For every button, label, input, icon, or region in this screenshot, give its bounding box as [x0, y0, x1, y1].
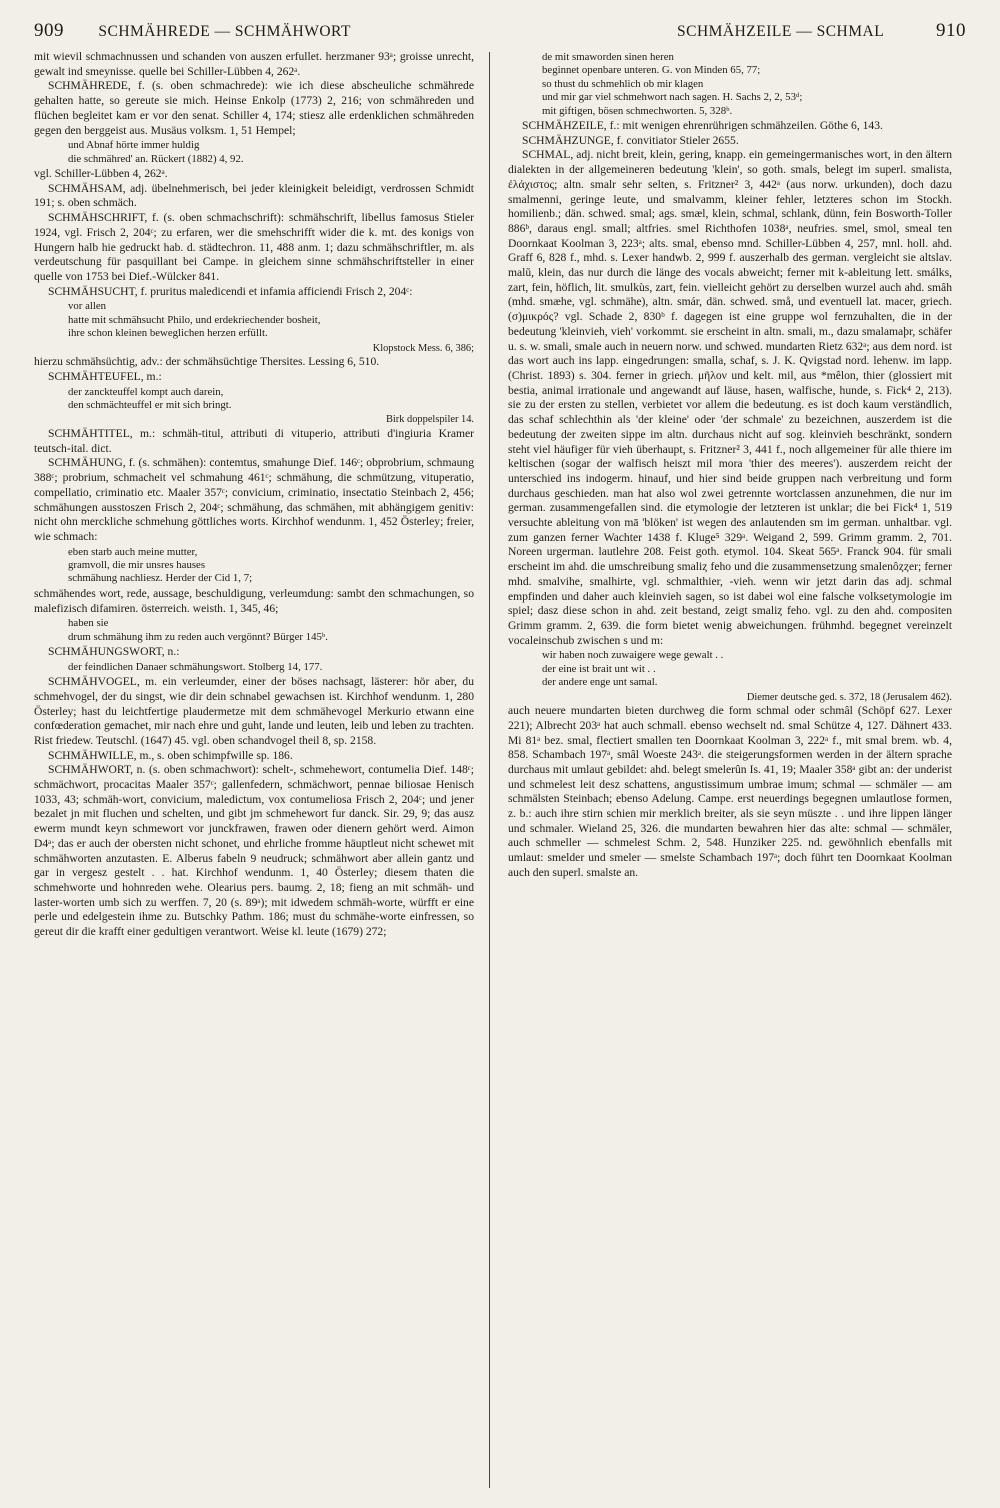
right-page-number: 910 [936, 20, 966, 41]
right-text-column [508, 50, 952, 1490]
quotation-source: Diemer deutsche ged. s. 372, 18 (Jerusalem 462). [746, 691, 952, 703]
verse-quotation: vor allen hatte mit schmähsucht Philo, und erdekriechender bosheit, ihre schon kleinen beweglichen herzen erfüllt. [68, 300, 321, 340]
verse-quotation: und Abnaf hörte immer huldig die schmähred' an. Rückert (1882) 4, 92. [68, 139, 244, 165]
dictionary-entry: SCHMÄHTITEL, m.: schmäh-titul, attributi di vituperio, attributi d'ingiuria Kramer teutsch-ital. dict. [34, 426, 474, 455]
dictionary-entry: SCHMÄHVOGEL, m. ein verleumder, einer der böses nachsagt, lästerer: hör aber, du schmehvogel, der du singst, wie dir dein schnabel gewachsen ist. Kirchhof wendunm. 1, 280 Österley; hast du leichtfertige plaudermetze mit dem schmähevogel Merkurio etwann eine confœderation gemachet, mir nach ehre und guht, lande und leuten, leib und leben zu trachten. Rist friedew. Teutschl. (1647) 45. vgl. oben schandvogel theil 8, sp. 2158. [34, 675, 474, 747]
dictionary-entry: SCHMÄHSUCHT, f. pruritus maledicendi et infamia afficiendi Frisch 2, 204ᶜ: [48, 284, 413, 298]
entry-continuation: schmähendes wort, rede, aussage, beschuldigung, verleumdung: sambt den schmachungen, so malefizisch difamiren. österreich. weisth. 1, 345, 46; [34, 586, 474, 615]
verse-quotation: de mit smaworden sinen heren beginnet openbare unteren. G. von Minden 65, 77; so thust du schmehlich ob mir klagen und mir gar viel schmehwort nach sagen. H. Sachs 2, 2, 53ᵈ; mit giftigen, bösen schmechworten. 5, 328ᵇ. [542, 51, 803, 117]
dictionary-entry: SCHMÄHZEILE, f.: mit wenigen ehrenrührigen schmähzeilen. Göthe 6, 143. [522, 119, 883, 133]
dictionary-entry: SCHMÄHUNG, f. (s. schmähen): contemtus, smahunge Dief. 146ᶜ; obprobrium, schmaung 388ᶜ; probrium, schmacheit vel schmahung 461ᶜ; schmähung, die schmützung, vituperatio, compellatio, criminatio etc. Maaler 357ᶜ; convicium, criminatio, insectatio Steinbach 2, 456; schmähungen ausstoszen Frisch 2, 204ᶜ; schmähung, das schmähen, mit abhängigem genitiv: nicht ohn merckliche schmehung göttliches worts. Kirchhof wendunm. 1, 452 Österley; freier, wie schmach: [34, 456, 474, 543]
dictionary-entry: SCHMÄHWORT, n. (s. oben schmachwort): schelt-, schmehewort, contumelia Dief. 148ᶜ; schmächwort, procacitas Maaler 357ᶜ; gallenfedern, schmächwort, pennae biliosae Henisch 1033, 43; schmäh-wort, convicium, maledictum, vox contumeliosa Frisch 2, 204ᶜ; und jener bezalet jn mit fluchen und schelten, und gibt jm schmehewort fur danck. Sir. 29, 9; das ausz ewerm mundt keyn schmewort vor junckfrawen, frawen oder dienern gehört werd. Aimon D4ᵃ; das er auch der obersten nicht schonet, und ehrliche fromme häuptleut nicht schewet mit schmähworten anzutasten. E. Alberus fabeln 9 neudruck; schmähwort aber allein gantz und gar in vergesz gestelt . . hat. Kirchhof wendunm. 1, 40 Österley; diesem thaten die schmehworte und hohnreden wehe. Olearius pers. baumg. 2, 18; fieng an mit schmäh- und laster-worten umb sich zu werffen. 7, 20 (s. 89ᵃ); mit idwedem schmäh-worte, würfft er eine perle und edelgestein ihme zu. Butschky Pathm. 186; must du schmähe-worte einfressen, so gereut dir die krafft einer gedultigen verantwort. Weise kl. leute (1679) 272; [34, 763, 474, 939]
entry-continuation: hierzu schmähsüchtig, adv.: der schmähsüchtige Thersites. Lessing 6, 510. [34, 355, 380, 369]
dictionary-entry: SCHMAL, adj. nicht breit, klein, gering, knapp. ein gemeingermanisches wort, in den ältern dialekten in der allgemeineren bedeutung 'klein', so goth. smals, belegt im superl. smalista, ἐλάχιστος; altn. smalr sehr selten, s. Fritzner² 3, 442ᵃ (aus norw. urkunden), doch dazu smalmenni, geringe leute, und smalvamm, kleiner fehler, letzteres schon im Stockh. homilienb.; dän. schwed. smal; ags. smæl, klein, schmal, schlank, dünn, fein Bosworth-Toller 886ᵇ, daraus engl. small; altfries. smel Richthofen 1038ᵃ, neufries. smel, smol, smeal ten Doornkaat Koolman 3, 223ᵃ; alts. smal, ebenso mnd. Schiller-Lübben 4, 257, mnl. holl. ahd. Graff 6, 828 f., mhd. s. Lexer handwb. 2, 999 f. auszerhalb des german. vergleicht sie altslav. malŭ, klein, das nur durch die länge des vocals abweicht; ferner mit k-ableitung lett. smálks, zart, fein, höflich, lit. smulkùs, zart, fein. vielleicht gehört zu derselben wurzel auch ahd. smâh (mhd. smæhe, vgl. schmähe), altn. smár, dän. schwed. små, und eventuell lat. macer, griech. (σ)μικρός? vgl. Schade 2, 830ᵇ f. dagegen ist eine gruppe wol fernzuhalten, die in der bedeutung 'kleinvieh, vieh' vorkommt. sie erscheint in altn. smali, m., dazu smalamaþr, schäfer u. s. w. smali, smale auch in neuern norw. und schwed. mundarten Rietz 632ᵃ; aus dem nord. ist das wort auch ins lapp. eingedrungen: smalla, schaf, s. J. K. Qvigstad nord. lehenw. im lapp. (Christ. 1893) s. 304. ferner in griech. μῆλον und kelt. mil, aus *mêlon, thier (glossiert mit bestia, animal irrationale und angewandt auf läuse, hasen, walfische, hunde, s. Fick⁴ 2, 213). sie zu der ersten zu stellen, verbietet vor allem die bedeutung. es ist doch kaum verständlich, das schaf schlechthin als 'der kleine' oder 'der schmale' zu bezeichnen, auszerdem ist die bedeutung der zweiten sippe im altn. durchaus nicht auf sog. kleinvieh beschränkt, sondern steht viel häufiger für vieh überhaupt, s. Fritzner² 3, 441 f., noch allgemeiner für alle thiere im keltischen (sogar der walfisch heiszt mil mora 'thier des meeres'). auszerdem reicht der unterschied ins indogerm. hinauf, und hier sind beide gruppen nach verbreitung und form durchaus geschieden. man hat also wol zwei getrennte wortclassen anzunehmen, die nur im german. zusammengefallen sind. die etymologie der letzteren ist unklar; die bei Fick⁴ 1, 519 versuchte ableitung von mā 'blöken' ist wegen des anlautenden sm im german. unhaltbar. vgl. zum ganzen ferner Wachter 1438 f. Kluge⁵ 329ᵃ. Weigand 2, 599. Grimm gramm. 2, 701. Noreen urgerman. lautlehre 208. Feist goth. etymol. 104. Skeat 565ᵃ. Franck 904. für smali erscheint im ahd. die umschreibung smaliȥ feho und die zusammensetzung smalenôȥȥer; ferner mhd. smalvihe, smalhirte, vgl. schmalthier, -vieh. wenn wir jetzt darin das adj. schmal empfinden und daher auch kleinvieh sagen, so ist dabei wol eine falsche volksetymologie im spiel; dasz diese schon in ahd. zeit bestand, zeigt smaliȥ fehо. vgl. zu den ahd. compositen Grimm gramm. 2, 639. die form bietet wenig abweichungen. frühmhd. begegnet vereinzelt vocaleinschub zwischen s und m: [508, 148, 952, 647]
dictionary-entry: SCHMÄHSAM, adj. übelnehmerisch, bei jeder kleinigkeit beleidigt, verdrossen Schmidt 191; s. oben schmäch. [34, 181, 474, 210]
entry-continuation: vgl. Schiller-Lübben 4, 262ᵃ. [34, 167, 168, 181]
dictionary-entry: SCHMÄHZUNGE, f. convitiator Stieler 2655. [522, 133, 739, 147]
right-page-header [677, 14, 966, 48]
entry-continuation: mit wievil schmachnussen und schanden von auszen erfullet. herzmaner 93ᵃ; groisse unrecht, gewalt ind smeynisse. quelle bei Schiller-Lübben 4, 262ᵃ. [34, 50, 474, 78]
verse-quotation: wir haben noch zuwaigere wege gewalt . . der eine ist brait unt wit . . der andere enge unt samal. [542, 649, 724, 689]
left-page-number: 909 [34, 20, 64, 41]
left-text-column [34, 50, 474, 1490]
left-page-header [34, 14, 351, 48]
dictionary-entry: SCHMÄHWILLE, m., s. oben schimpfwille sp. 186. [48, 748, 293, 762]
entry-continuation: auch neuere mundarten bieten durchweg die form schmal oder schmâl (Schöpf 627. Lexer 221); Albrecht 203ᵃ hat auch schmall. ebenso wechselt nd. smal Schütze 4, 127. Dähnert 433. Mi 81ᵃ bez. smal, flectiert smallen ten Doornkaat Koolman 3, 222ᵃ f., mit smal brem. wb. 4, 858. Schambach 197ᵃ, smâl Woeste 243ᵃ. die steigerungsformen werden in der ältern sprache durchaus mit umlaut gebildet: ahd. belegt smelerûn Is. 41, 19; Maaler 358ᵃ gibt an: der underist und schmelest leit desz schattens, angustissimum umbrae imum; schmal — schmäler — am schmälsten Steinbach; ebenso Adelung. Campe. erst neuerdings begegnen umlautlose formen, z. b.: auch ihre stirn schien mir merklich breiter, als sie seyn müszte . . und ihre lippen länger und schmaler. Wieland 25, 326. die mundarten bewahren hier das alte: schmal — schmäler, auch schmeller — schmelest Schm. 2, 548. Hunziker 225. nd. gewöhnlich ebenfalls mit umlaut: smelder und smeler — smelste Schambach 197ᵃ; doch führt ten Doornkaat Koolman auch den superl. smalste an. [508, 704, 952, 879]
verse-quotation: eben starb auch meine mutter, gramvoll, die mir unsres hauses schmähung nachliesz. Herder der Cid 1, 7; [68, 545, 253, 585]
verse-quotation: haben sie drum schmähung ihm zu reden auch vergönnt? Bürger 145ᵇ. [68, 617, 328, 643]
dictionary-entry: SCHMÄHSCHRIFT, f. (s. oben schmachschrift): schmähschrift, libellus famosus Stieler 1924, vgl. Frisch 2, 204ᶜ; zu erfaren, wer die smehschrifft wider die k. mt. des konigs von Hungern halb hie gedruckt hab. d. städtechron. 11, 488 anm. 1; dazu schmähschriftler, m. als verdeutschung für pasquillant bei Campe. in gleichem sinne schmähschriftsteller in einer quelle von 1753 bei Dief.-Wülcker 841. [34, 211, 474, 283]
left-running-title: SCHMÄHREDE — SCHMÄHWORT [98, 23, 351, 40]
quotation-source: Klopstock Mess. 6, 386; [372, 342, 474, 354]
quotation-source: Birk doppelspiler 14. [385, 414, 474, 426]
dictionary-entry: SCHMÄHUNGSWORT, n.: [48, 645, 180, 659]
right-running-title: SCHMÄHZEILE — SCHMAL [676, 23, 884, 40]
verse-quotation: der feindlichen Danaer schmähungswort. Stolberg 14, 177. [68, 660, 323, 673]
column-divider [489, 52, 490, 1488]
dictionary-entry: SCHMÄHTEUFEL, m.: [48, 369, 162, 383]
dictionary-entry: SCHMÄHREDE, f. (s. oben schmachrede): wie ich diese abscheuliche schmährede gehalten hatte, so gereute sie mich. Heinse Enkolp (1773) 2, 216; von schmähreden und flüchen begleitet kam er vor den senat. Schiller 4, 174; stiesz alle erdenklichen schmähreden gegen den berggeist aus. Musäus volksm. 1, 51 Hempel; [34, 79, 474, 137]
verse-quotation: der zanckteuffel kompt auch darein, den schmächteuffel er mit sich bringt. [68, 385, 232, 411]
